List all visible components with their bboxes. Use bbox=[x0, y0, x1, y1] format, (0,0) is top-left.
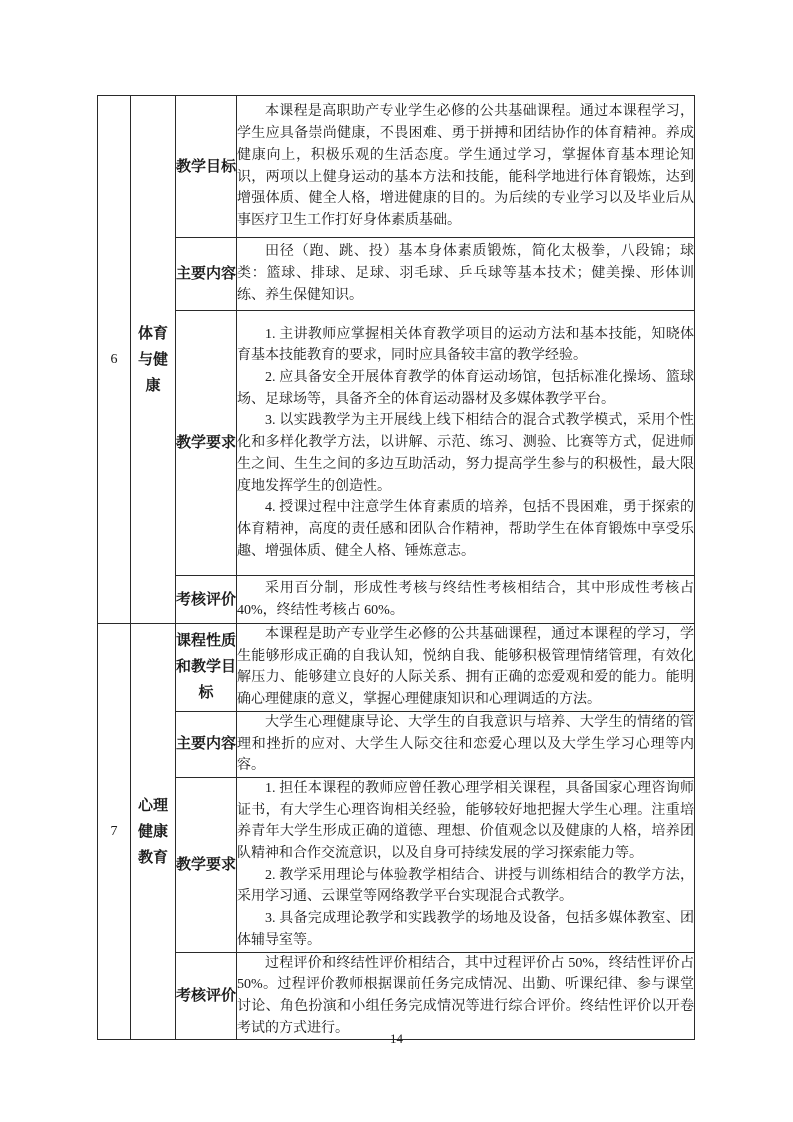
course-table bbox=[97, 95, 695, 1040]
table-row bbox=[98, 777, 695, 952]
paragraph: 本课程是高职助产专业学生必修的公共基础课程。通过本课程学习，学生应具备崇尚健康，不畏困难、勇于拼搏和团结协作的体育精神。养成健康向上，积极乐观的生活态度。学生通过学习，掌握体育基本理论知识，两项以上健身运动的基本方法和技能，能科学地进行体育锻炼，达到增强体质、健全人格，增进健康的目的。为后续的专业学习以及毕业后从事医疗卫生工作打好身体素质基础。 bbox=[237, 104, 694, 228]
course-name: 体育与健康 bbox=[131, 96, 176, 624]
table-row bbox=[98, 96, 695, 238]
course-index: 7 bbox=[98, 624, 131, 1040]
paragraph: 大学生心理健康导论、大学生的自我意识与培养、大学生的情绪的管理和挫折的应对、大学生人际交往和恋爱心理以及大学生学习心理等内容。 bbox=[237, 714, 694, 774]
paragraph: 3. 以实践教学为主开展线上线下相结合的混合式教学模式，采用个性化和多样化教学方法，以讲解、示范、练习、测验、比赛等方式，促进师生之间、生生之间的多边互助活动，努力提高学生参与的积极性，最大限度地发挥学生的创造性。 bbox=[237, 413, 694, 494]
row-label-main-content: 主要内容 bbox=[176, 238, 237, 311]
row-content bbox=[237, 96, 695, 238]
row-label-assessment: 考核评价 bbox=[176, 952, 237, 1040]
paragraph: 本课程是助产专业学生必修的公共基础课程，通过本课程的学习，学生能够形成正确的自我认知，悦纳自我、能够积极管理情绪管理，有效化解压力、能够建立良好的人际关系、拥有正确的恋爱观和爱的能力。能明确心理健康的意义，掌握心理健康知识和心理调适的方法。 bbox=[237, 627, 694, 708]
row-content bbox=[237, 711, 695, 777]
row-label-assessment: 考核评价 bbox=[176, 576, 237, 624]
paragraph: 过程评价和终结性评价相结合，其中过程评价占 50%，终结性评价占 50%。过程评价教师根据课前任务完成情况、出勤、听课纪律、参与课堂讨论、角色扮演和小组任务完成情况等进行综合评价。终结性评价以开卷考试的方式进行。 bbox=[237, 955, 694, 1036]
paragraph: 采用百分制，形成性考核与终结性考核相结合，其中形成性考核占 40%，终结性考核占 60%。 bbox=[237, 580, 694, 618]
row-content bbox=[237, 952, 695, 1040]
row-label-teaching-objectives: 教学目标 bbox=[176, 96, 237, 238]
row-content bbox=[237, 238, 695, 311]
row-content bbox=[237, 311, 695, 576]
row-content bbox=[237, 576, 695, 624]
table-row bbox=[98, 624, 695, 712]
row-content bbox=[237, 777, 695, 952]
paragraph: 2. 应具备安全开展体育教学的体育运动场馆，包括标准化操场、篮球场、足球场等，具备齐全的体育运动器材及多媒体教学平台。 bbox=[237, 370, 694, 407]
paragraph: 2. 教学采用理论与体验教学相结合、讲授与训练相结合的教学方法，采用学习通、云课堂等网络教学平台实现混合式教学。 bbox=[237, 867, 694, 905]
row-label-teaching-requirements: 教学要求 bbox=[176, 777, 237, 952]
row-label-nature-and-objectives: 课程性质和教学目标 bbox=[176, 624, 237, 712]
table-row bbox=[98, 711, 695, 777]
table-row bbox=[98, 952, 695, 1040]
course-index: 6 bbox=[98, 96, 131, 624]
paragraph: 田径（跑、跳、投）基本身体素质锻炼，简化太极拳，八段锦；球类：篮球、排球、足球、羽毛球、乒乓球等基本技术；健美操、形体训练、养生保健知识。 bbox=[237, 244, 694, 303]
page-number: 14 bbox=[390, 1031, 403, 1046]
table-row bbox=[98, 238, 695, 311]
course-name: 心理健康教育 bbox=[131, 624, 176, 1040]
row-label-main-content: 主要内容 bbox=[176, 711, 237, 777]
table-row bbox=[98, 576, 695, 624]
paragraph: 1. 主讲教师应掌握相关体育教学项目的运动方法和基本技能，知晓体育基本技能教育的要求，同时应具备较丰富的教学经验。 bbox=[237, 326, 694, 364]
paragraph: 3. 具备完成理论教学和实践教学的场地及设备，包括多媒体教室、团体辅导室等。 bbox=[237, 911, 694, 948]
paragraph: 1. 担任本课程的教师应曾任教心理学相关课程，具备国家心理咨询师证书，有大学生心理咨询相关经验，能够较好地把握大学生心理。注重培养青年大学生形成正确的道德、理想、价值观念以及健康的人格，培养团队精神和合作交流意识，以及自身可持续发展的学习探索能力等。 bbox=[237, 780, 694, 862]
row-label-teaching-requirements: 教学要求 bbox=[176, 311, 237, 576]
paragraph: 4. 授课过程中注意学生体育素质的培养，包括不畏困难，勇于探索的体育精神，高度的责任感和团队合作精神，帮助学生在体育锻炼中享受乐趣、增强体质、健全人格、锤炼意志。 bbox=[237, 500, 694, 559]
table-row bbox=[98, 311, 695, 576]
row-content bbox=[237, 624, 695, 712]
